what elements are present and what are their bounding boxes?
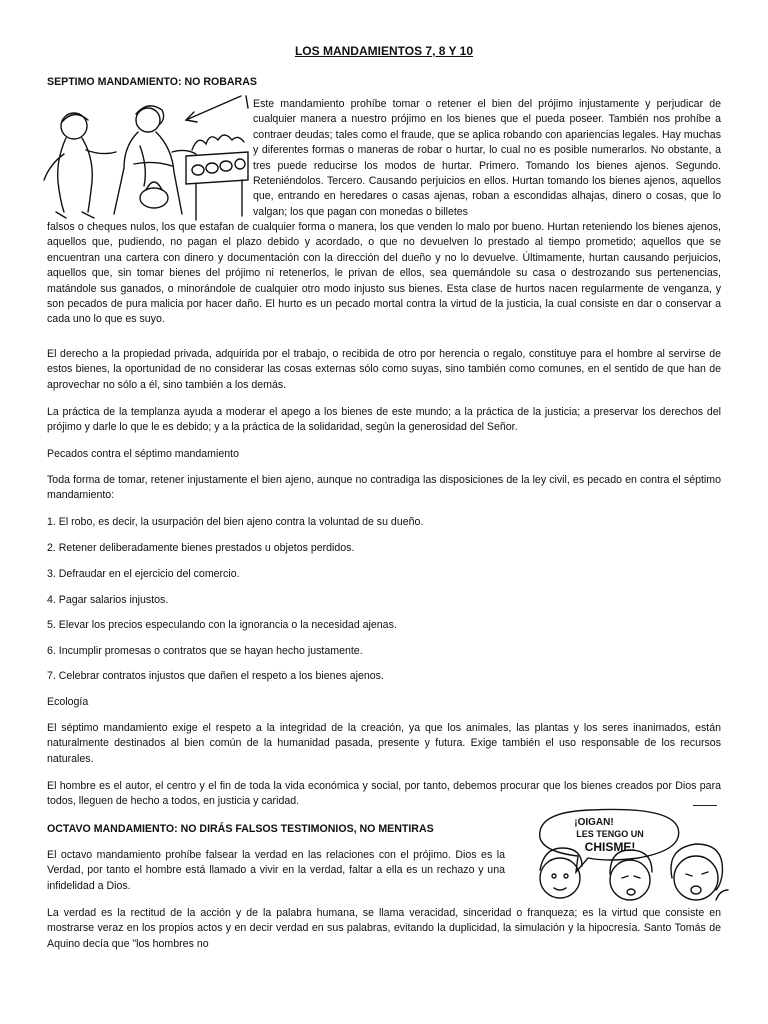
seventh-intro-wrapped: Este mandamiento prohíbe tomar o retener el bien del prójimo injustamente y perjudicar de cualquier manera a nuestro prójimo en los bienes que el pueda poseer. También nos prohíbe a contraer deudas; tales como el fraude, que se aplica robando con apariencias legales. Hay muchas y diferentes formas o maneras de robar o hurtar, lo cual no es posible numerarlos. No obstante, a tres puede reducirse los modos de hurtar. Primero. Tomando los bienes ajenos. Segundo. Reteniéndolos. Tercero. Causando perjuicios en ellos. Hurtan tomando los bienes ajenos, aquellos que, entrando en heredares o casas ajenas, roban a escondidas alhajas, dinero o cosas, que lo valgan; los que pagan con monedas o billetes	[253, 98, 721, 218]
short-rule	[693, 805, 717, 806]
seventh-intro-full: falsos o cheques nulos, los que estafan de cualquier forma o manera, los que venden lo malo por bueno. Hurtan reteniendo los bienes ajenos, aquellos que, pudiendo, no pagan el plazo debido y acordado, o que no devuelven lo prestado al tiempo prometido; aquellos que se encuentran una cartera con dinero y documentación con la dirección del dueño y no lo devuelve. Últimamente, hurtan causando perjuicios, aquellos que, sin tomar bienes del prójimo ni retenerlos, le privan de ellos, sea quemándole su casa o destrozando sus pertenencias, matándole sus ganados, o minorándole de cualquier otro modo injusto sus bienes. Esta clase de hurtos nacen regularmente de venganza, y son pecados de pura malicia por hacer daño. El hurto es un pecado mortal contra la virtud de la justicia, la cual consiste en dar o conservar a cada uno lo que es suyo.	[47, 221, 721, 326]
seventh-heading: SEPTIMO MANDAMIENTO: NO ROBARAS	[47, 76, 257, 88]
eighth-intro-paragraph: El octavo mandamiento prohíbe falsear la verdad en las relaciones con el prójimo. Dios es la Verdad, por tanto el hombre está llamado a vivir en la verdad, faltar a ella es un rechazo y una infidelidad a Dios.	[47, 849, 505, 892]
sins-intro: Toda forma de tomar, retener injustamente el bien ajeno, aunque no contradiga las disposiciones de la ley civil, es pecado en contra el séptimo mandamiento:	[47, 474, 721, 502]
sin-item: 7. Celebrar contratos injustos que dañen el respeto a los bienes ajenos.	[47, 670, 384, 682]
eighth-heading: OCTAVO MANDAMIENTO: NO DIRÁS FALSOS TESTIMONIOS, NO MENTIRAS	[47, 823, 434, 835]
page-title: LOS MANDAMIENTOS 7, 8 Y 10	[294, 44, 474, 58]
property-paragraph: El derecho a la propiedad privada, adquirida por el trabajo, o recibida de otro por herencia o regalo, constituye para el hombre al servirse de estos bienes, la oportunidad de no considerar las cosas externas sólo como suyas, sino también como comunes, en el sentido de que han de aprovechar no sólo a él, sino también a los demás.	[47, 348, 721, 391]
sin-item: 1. El robo, es decir, la usurpación del bien ajeno contra la voluntad de su dueño.	[47, 516, 424, 528]
sins-heading: Pecados contra el séptimo mandamiento	[47, 448, 239, 460]
sin-item: 2. Retener deliberadamente bienes prestados u objetos perdidos.	[47, 542, 355, 554]
gossip-bubble-line: LES TENGO UN	[576, 829, 644, 839]
author-paragraph: El hombre es el autor, el centro y el fin de toda la vida económica y social, por tanto, debemos procurar que los bienes creados por Dios para todos, lleguen de hecho a todos, en justicia y caridad.	[47, 780, 721, 808]
ecology-paragraph: El séptimo mandamiento exige el respeto a la integridad de la creación, ya que los animales, las plantas y los seres inanimados, están naturalmente destinados al bien común de la humanidad pasada, presente y futura. Exige también el uso responsable de los recursos naturales.	[47, 722, 721, 765]
sin-item: 6. Incumplir promesas o contratos que se hayan hecho justamente.	[47, 645, 363, 657]
ecology-heading: Ecología	[47, 696, 89, 708]
gossip-bubble-line: ¡OIGAN!	[574, 817, 614, 828]
temperance-paragraph: La práctica de la templanza ayuda a moderar el apego a los bienes de este mundo; a la práctica de la justicia; a preservar los derechos del prójimo y darle lo que le es debido; y a la práctica de la solidaridad, según la generosidad del Señor.	[47, 406, 721, 434]
sin-item: 5. Elevar los precios especulando con la ignorancia o la necesidad ajenas.	[47, 619, 397, 631]
sin-item: 4. Pagar salarios injustos.	[47, 594, 169, 606]
sin-item: 3. Defraudar en el ejercicio del comercio.	[47, 568, 240, 580]
theft-illustration	[36, 94, 250, 224]
gossip-illustration	[530, 808, 730, 908]
gossip-bubble-line: CHISME!	[584, 840, 636, 854]
truth-paragraph: La verdad es la rectitud de la acción y de la palabra humana, se llama veracidad, sinceridad o franqueza; es la virtud que consiste en mostrarse veraz en los propios actos y en decir verdad en sus palabras, evitando la duplicidad, la simulación y la hipocresía. Santo Tomás de Aquino decía que "los hombres no	[47, 907, 721, 950]
